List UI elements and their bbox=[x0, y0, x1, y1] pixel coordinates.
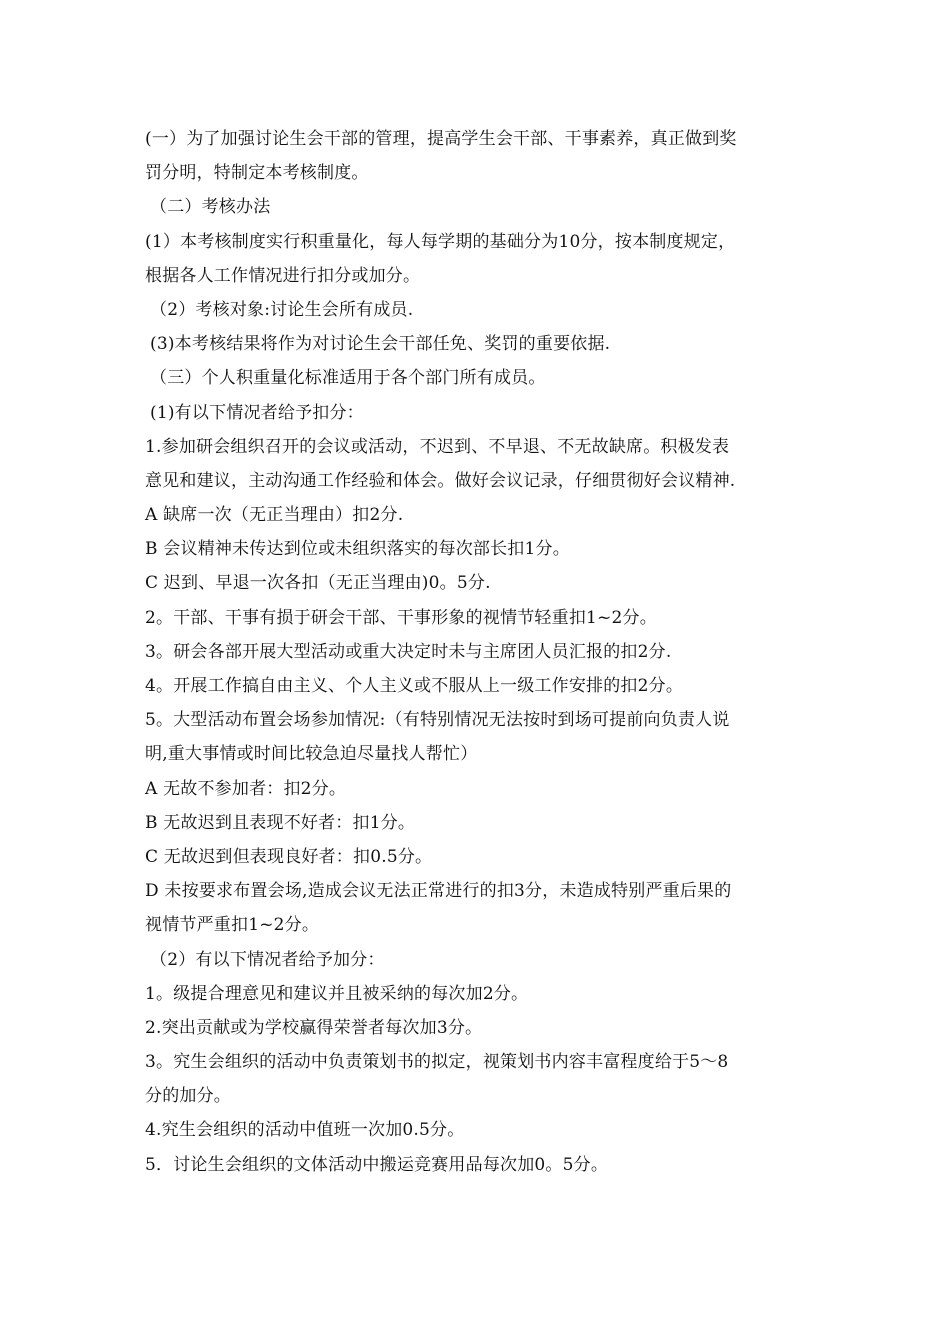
list-item: A 缺席一次（无正当理由）扣2分. bbox=[145, 505, 404, 526]
text-line: （2）考核对象:讨论生会所有成员. bbox=[150, 299, 414, 320]
section-heading: （三）个人积重量化标准适用于各个部门所有成员。 bbox=[150, 368, 546, 389]
list-item: D 未按要求布置会场,造成会议无法正常进行的扣3分，未造成特别严重后果的 bbox=[145, 881, 732, 902]
text-line: 1.参加研会组织召开的会议或活动，不迟到、不早退、不无故缺席。积极发表 bbox=[145, 436, 730, 457]
list-item: 2.突出贡献或为学校赢得荣誉者每次加3分。 bbox=[145, 1017, 483, 1038]
list-item: C 迟到、早退一次各扣（无正当理由)0。5分. bbox=[145, 573, 491, 594]
list-item: 2。干部、干事有损于研会干部、干事形象的视情节轻重扣1~2分。 bbox=[145, 607, 657, 628]
list-item: B 会议精神未传达到位或未组织落实的每次部长扣1分。 bbox=[145, 539, 570, 560]
list-item: 5．讨论生会组织的文体活动中搬运竞赛用品每次加0。5分。 bbox=[145, 1154, 609, 1175]
list-item: 1。级提合理意见和建议并且被采纳的每次加2分。 bbox=[145, 983, 529, 1004]
list-item: A 无故不参加者：扣2分。 bbox=[145, 778, 347, 799]
list-item: 4.究生会组织的活动中值班一次加0.5分。 bbox=[145, 1120, 465, 1141]
text-line: 意见和建议，主动沟通工作经验和体会。做好会议记录，仔细贯彻好会议精神. bbox=[145, 470, 736, 491]
list-item: C 无故迟到但表现良好者：扣0.5分。 bbox=[145, 846, 433, 867]
subsection-heading: (1)有以下情况者给予扣分： bbox=[150, 402, 364, 423]
text-line: 罚分明，特制定本考核制度。 bbox=[145, 163, 369, 184]
text-line: (一）为了加强讨论生会干部的管理，提高学生会干部、干事素养，真正做到奖 bbox=[145, 129, 737, 149]
text-line: 分的加分。 bbox=[145, 1086, 231, 1107]
list-item: 3。究生会组织的活动中负责策划书的拟定，视策划书内容丰富程度给于5～8 bbox=[145, 1052, 729, 1073]
text-line: 明,重大事情或时间比较急迫尽量找人帮忙） bbox=[145, 744, 478, 765]
list-item: 4。开展工作搞自由主义、个人主义或不服从上一级工作安排的扣2分。 bbox=[145, 676, 684, 696]
section-heading: （二）考核办法 bbox=[150, 197, 271, 218]
subsection-heading: （2）有以下情况者给予加分： bbox=[150, 949, 385, 970]
text-line: (1）本考核制度实行积重量化，每人每学期的基础分为10分，按本制度规定， bbox=[145, 231, 736, 252]
text-line: 根据各人工作情况进行扣分或加分。 bbox=[145, 265, 421, 286]
list-item: 3。研会各部开展大型活动或重大决定时未与主席团人员汇报的扣2分. bbox=[145, 641, 672, 662]
text-line: (3)本考核结果将作为对讨论生会干部任免、奖罚的重要依据. bbox=[150, 334, 611, 355]
list-item: 5。大型活动布置会场参加情况:（有特别情况无法按时到场可提前向负责人说 bbox=[145, 710, 730, 731]
text-line: 视情节严重扣1~2分。 bbox=[145, 915, 320, 936]
document-body bbox=[145, 122, 815, 1182]
list-item: B 无故迟到且表现不好者：扣1分。 bbox=[145, 812, 416, 833]
